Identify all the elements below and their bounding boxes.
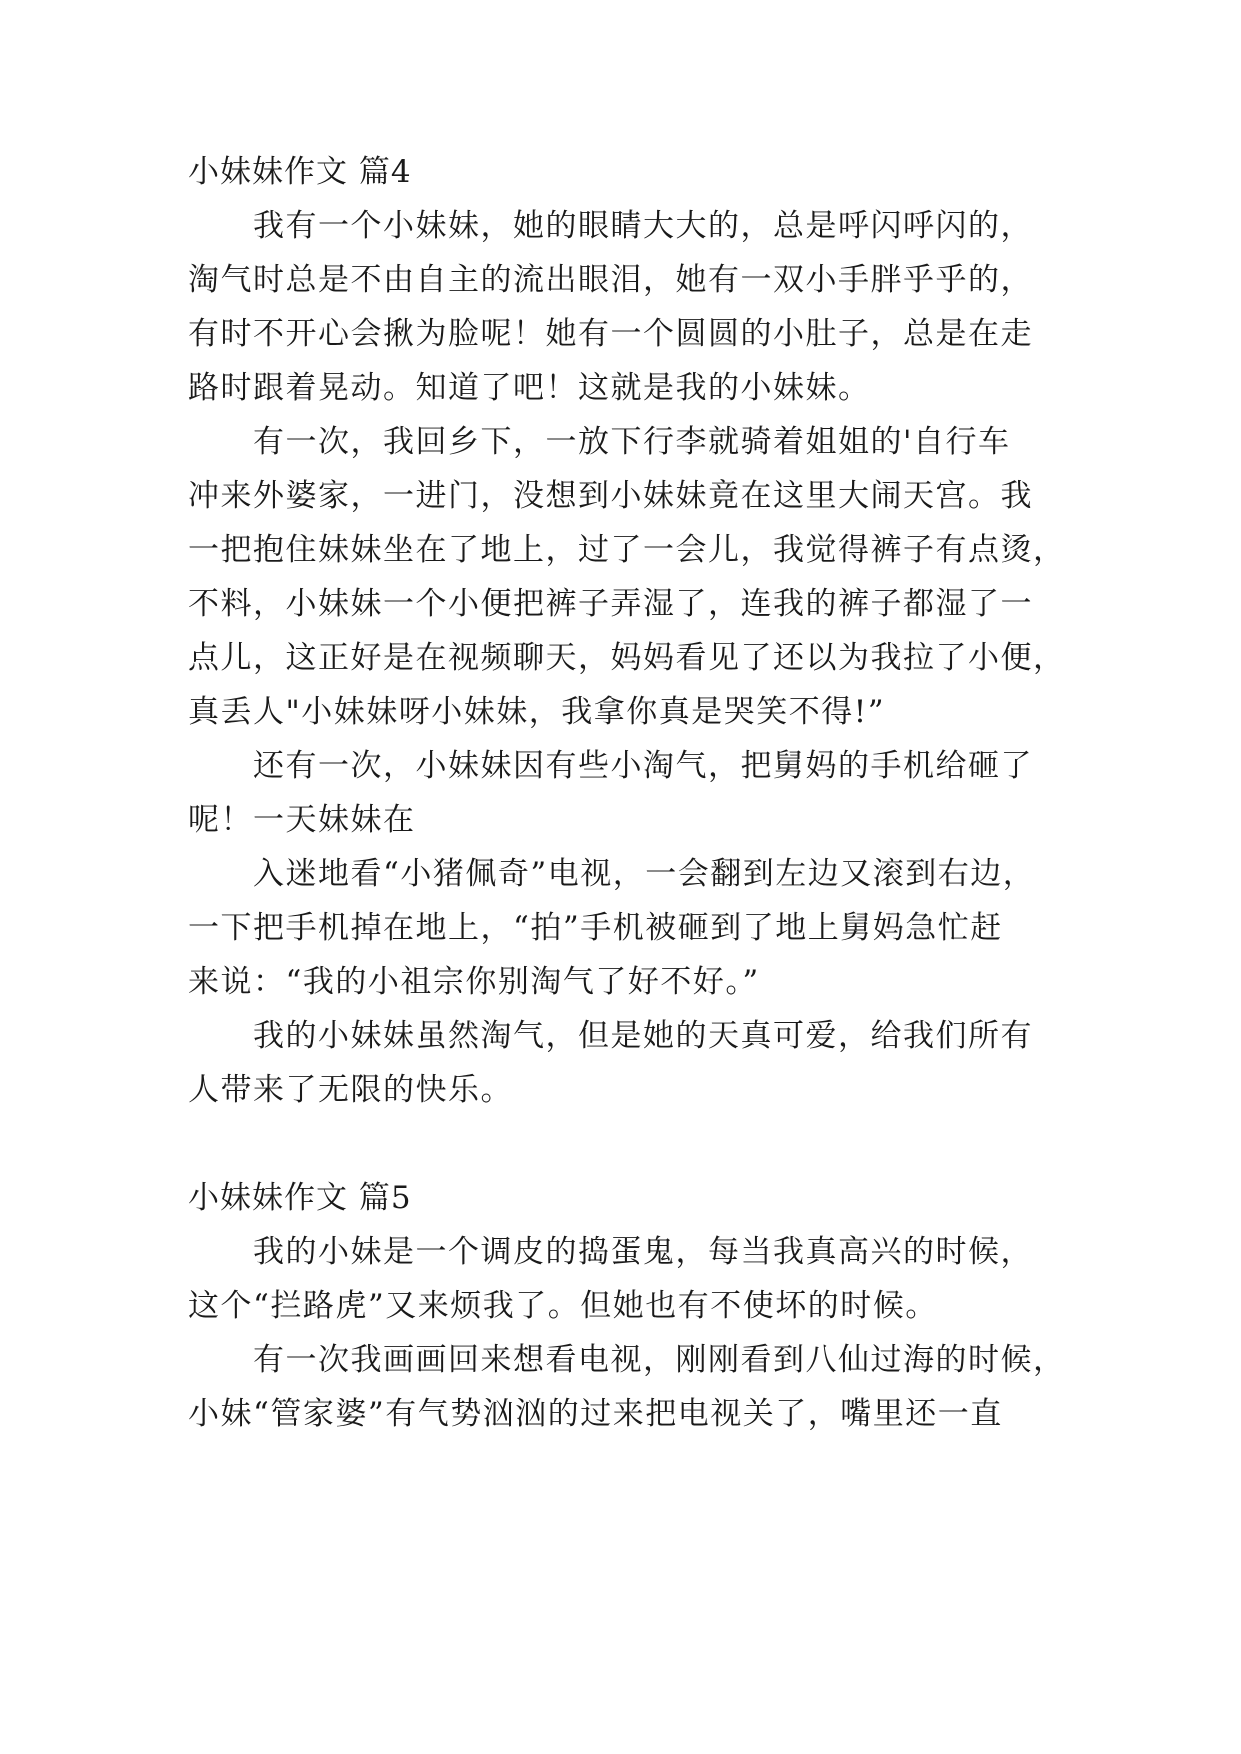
paragraph-line: 入迷地看“小猪佩奇”电视，一会翻到左边又滚到右边，: [253, 856, 1036, 892]
paragraph-line: 一把抱住妹妹坐在了地上，过了一会儿，我觉得裤子有点烫，: [188, 532, 1066, 568]
paragraph-line: 不料，小妹妹一个小便把裤子弄湿了，连我的裤子都湿了一: [188, 586, 1033, 622]
paragraph-line: 我的小妹妹虽然淘气，但是她的天真可爱，给我们所有: [253, 1018, 1033, 1054]
paragraph-line: 来说：“我的小祖宗你别淘气了好不好。”: [188, 964, 760, 1000]
paragraph-line: 有时不开心会揪为脸呢！她有一个圆圆的小肚子，总是在走: [188, 316, 1033, 352]
paragraph-line: 真丢人"小妹妹呀小妹妹，我拿你真是哭笑不得!”: [188, 694, 886, 730]
paragraph-line: 呢！一天妹妹在: [188, 802, 416, 838]
paragraph-line: 人带来了无限的快乐。: [188, 1072, 513, 1108]
paragraph-line: 我有一个小妹妹，她的眼睛大大的，总是呼闪呼闪的，: [253, 208, 1033, 244]
paragraph-line: 点儿，这正好是在视频聊天，妈妈看见了还以为我拉了小便，: [188, 640, 1066, 676]
section-title: 小妹妹作文 篇5: [188, 1180, 412, 1216]
paragraph-line: 有一次我画画回来想看电视，刚刚看到八仙过海的时候，: [253, 1342, 1066, 1378]
paragraph-line: 还有一次，小妹妹因有些小淘气，把舅妈的手机给砸了: [253, 748, 1033, 784]
section-title: 小妹妹作文 篇4: [188, 154, 412, 190]
paragraph-line: 路时跟着晃动。知道了吧！这就是我的小妹妹。: [188, 370, 871, 406]
paragraph-line: 淘气时总是不由自主的流出眼泪，她有一双小手胖乎乎的，: [188, 262, 1033, 298]
paragraph-line: 小妹“管家婆”有气势汹汹的过来把电视关了，嘴里还一直: [188, 1396, 1003, 1432]
paragraph-line: 有一次，我回乡下，一放下行李就骑着姐姐的'自行车: [253, 424, 1011, 460]
paragraph-line: 我的小妹是一个调皮的捣蛋鬼，每当我真高兴的时候，: [253, 1234, 1033, 1270]
paragraph-line: 冲来外婆家，一进门，没想到小妹妹竟在这里大闹天宫。我: [188, 478, 1033, 514]
paragraph-line: 这个“拦路虎”又来烦我了。但她也有不使坏的时候。: [188, 1288, 938, 1324]
paragraph-line: 一下把手机掉在地上，“拍”手机被砸到了地上舅妈急忙赶: [188, 910, 1003, 946]
